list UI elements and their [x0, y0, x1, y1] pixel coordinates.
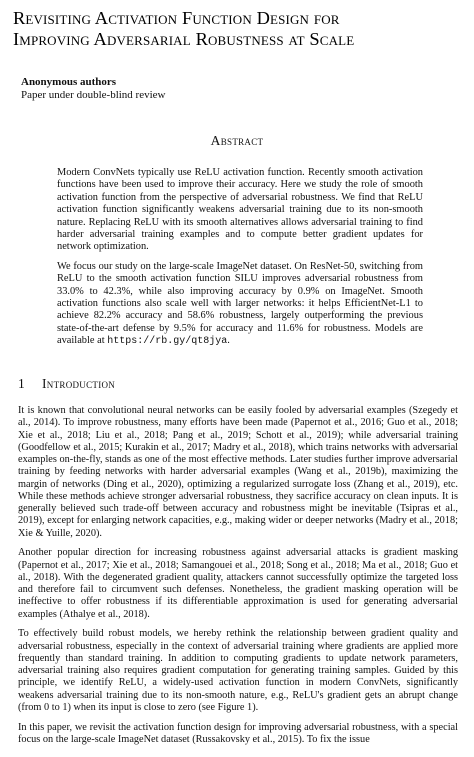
- title-line-2: Improving Adversarial Robustness at Scale: [13, 29, 355, 49]
- abstract-body: [57, 167, 423, 356]
- abstract-paragraph-2-text: We focus our study on the large-scale ImageNet dataset. On ResNet-50, switching from ReLU to the smooth activation function SILU improves adversarial robustness from 33.0% to 42.3%, while also improving accuracy by 0.9% on ImageNet. Smooth activation functions also scale well with larger networks: it helps EfficientNet-L1 to achieve 82.2% accuracy and 58.6% robustness, largely outperforming the previous state-of-the-art defense by 9.5% for accuracy and 11.6% for robustness. Models are available at: [57, 260, 423, 347]
- section-number: 1: [18, 376, 26, 391]
- model-url-link[interactable]: https://rb.gy/qt8jya: [107, 336, 228, 348]
- author-names: Anonymous authors: [21, 76, 117, 88]
- review-note: Paper under double-blind review: [21, 89, 166, 101]
- abstract-end-punct: .: [227, 335, 230, 347]
- paper-title: [13, 8, 465, 50]
- author-block: [21, 76, 165, 102]
- abstract-heading: Abstract: [210, 133, 264, 148]
- title-line-1: Revisiting Activation Function Design for: [13, 8, 340, 28]
- abstract-paragraph-2: [57, 261, 423, 349]
- abstract-paragraph-1: Modern ConvNets typically use ReLU activation function. Recently smooth activation functions have been used to improve their accuracy. Here we study the role of smooth activation function from the perspective of adversarial robustness. We find that ReLU activation function significantly weakens adversarial training due to its non-smooth nature. Replacing ReLU with its smooth alternatives allows adversarial training to find harder adversarial training examples and to compute better gradient updates for network optimization.: [57, 167, 423, 253]
- introduction-body: [18, 405, 458, 754]
- section-heading-introduction: [18, 376, 115, 392]
- section-title: Introduction: [42, 376, 116, 391]
- intro-paragraph-3: To effectively build robust models, we hereby rethink the relationship between gradient quality and adversarial robustness, especially in the context of adversarial training where gradients are applied more frequently than standard training. In addition to computing gradients to update network parameters, adversarial training also requires gradient computation for generating training samples. Guided by this principle, we identify ReLU, a widely-used activation function in modern ConvNets, significantly weakens adversarial training due to its non-smooth nature, e.g., ReLU's gradient gets an abrupt change (from 0 to 1) when its input is close to zero (see Figure 1).: [18, 628, 458, 713]
- intro-paragraph-1: It is known that convolutional neural networks can be easily fooled by adversarial examples (Szegedy et al., 2014). To improve robustness, many efforts have been made (Papernot et al., 2016; Guo et al., 2018; Xie et al., 2018; Liu et al., 2018; Pang et al., 2019; Schott et al., 2019); while adversarial training (Goodfellow et al., 2015; Kurakin et al., 2017; Madry et al., 2018), which trains networks with adversarial examples on-the-fly, stands as one of the most effective methods. Later studies further improve adversarial training by feeding networks with harder adversarial examples (Wang et al., 2019b), maximizing the margin of networks (Ding et al., 2020), optimizing a regularized surrogate loss (Zhang et al., 2019), etc. While these methods achieve stronger adversarial robustness, they sacrifice accuracy on clean inputs. It is generally believed such trade-off between accuracy and robustness might be inevitable (Tsipras et al., 2019), except for enlarging network capacities, e.g., making wider or deeper networks (Madry et al., 2018; Xie & Yuille, 2020).: [18, 405, 458, 539]
- intro-paragraph-4: In this paper, we revisit the activation function design for improving adversarial robustness, with a special focus on the large-scale ImageNet dataset (Russakovsky et al., 2015). To fix the issue: [18, 721, 458, 745]
- intro-paragraph-2: Another popular direction for increasing robustness against adversarial attacks is gradient masking (Papernot et al., 2017; Xie et al., 2018; Samangouei et al., 2018; Song et al., 2018; Ma et al., 2018; Guo et al., 2018). With the degenerated gradient quality, attackers cannot successfully optimize the targeted loss and therefore fail to circumvent such defenses. Nonetheless, the gradient masking operation will be ineffective to offer robustness if its differentiable approximation is used for generating adversarial examples (Athalye et al., 2018).: [18, 547, 458, 620]
